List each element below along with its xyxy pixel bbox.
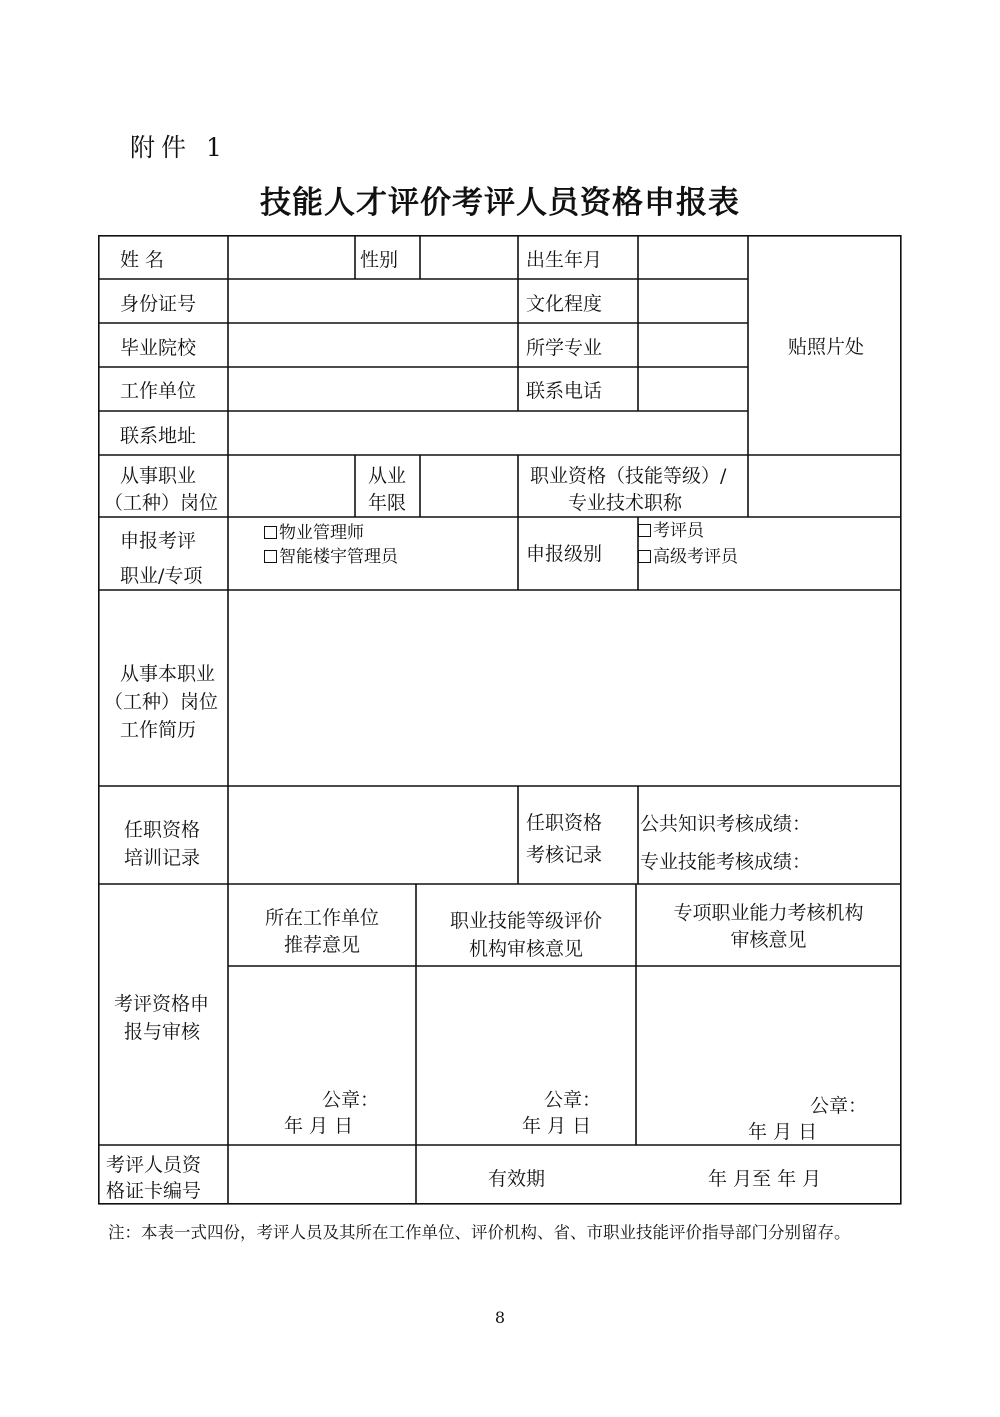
label-resume-line1: 从事本职业 bbox=[120, 663, 216, 685]
col1-header-line2: 推荐意见 bbox=[283, 934, 360, 956]
checkbox-icon bbox=[638, 550, 651, 563]
label-assess-line1: 任职资格 bbox=[526, 812, 603, 834]
option-property-manager[interactable] bbox=[264, 520, 364, 546]
option-label: 物业管理师 bbox=[279, 523, 364, 543]
label-score-skill: 专业技能考核成绩： bbox=[640, 851, 812, 873]
label-address: 联系地址 bbox=[120, 425, 197, 447]
col2-header-line2: 机构审核意见 bbox=[468, 938, 583, 960]
col3-date: 年 月 日 bbox=[748, 1121, 818, 1143]
form-grid bbox=[98, 235, 904, 1207]
label-review-line1: 考评资格申 bbox=[114, 993, 210, 1015]
label-birth: 出生年月 bbox=[526, 249, 603, 271]
label-declare-line2: 职业/专项 bbox=[120, 565, 203, 587]
label-major: 所学专业 bbox=[526, 337, 603, 359]
label-training-line1: 任职资格 bbox=[124, 819, 201, 841]
label-id-number: 身份证号 bbox=[120, 293, 197, 315]
attachment-label: 附件 1 bbox=[130, 133, 228, 162]
photo-placeholder: 贴照片处 bbox=[788, 336, 865, 358]
label-employer: 工作单位 bbox=[120, 380, 197, 402]
col3-header-line2: 审核意见 bbox=[730, 929, 807, 951]
col1-date: 年 月 日 bbox=[284, 1115, 354, 1137]
col3-header-line1: 专项职业能力考核机构 bbox=[673, 902, 864, 924]
label-score-public: 公共知识考核成绩： bbox=[640, 813, 812, 835]
label-resume-line3: 工作简历 bbox=[120, 719, 197, 741]
label-years-line2: 年限 bbox=[368, 492, 407, 514]
label-level: 申报级别 bbox=[526, 543, 603, 565]
label-name: 姓 名 bbox=[120, 249, 165, 271]
label-qualification-line1: 职业资格（技能等级）/ bbox=[530, 465, 727, 487]
option-senior-examiner[interactable] bbox=[638, 544, 738, 570]
validity-range: 年 月至 年 月 bbox=[708, 1168, 822, 1190]
option-examiner[interactable] bbox=[638, 518, 704, 544]
label-gender: 性别 bbox=[360, 249, 399, 271]
col2-date: 年 月 日 bbox=[522, 1115, 592, 1137]
label-qualification-line2: 专业技术职称 bbox=[568, 492, 683, 514]
col2-header-line1: 职业技能等级评价 bbox=[449, 910, 602, 932]
option-label: 考评员 bbox=[653, 521, 704, 541]
col1-header-line1: 所在工作单位 bbox=[264, 907, 379, 929]
label-cert-line1: 考评人员资 bbox=[106, 1154, 202, 1176]
label-education: 文化程度 bbox=[526, 293, 603, 315]
label-occupation-line1: 从事职业 bbox=[120, 465, 197, 487]
option-label: 高级考评员 bbox=[653, 547, 738, 567]
label-review-line2: 报与审核 bbox=[124, 1021, 201, 1043]
col1-seal: 公章： bbox=[322, 1089, 380, 1111]
label-years-line1: 从业 bbox=[368, 465, 407, 487]
option-label: 智能楼宇管理员 bbox=[279, 547, 398, 567]
label-declare-line1: 申报考评 bbox=[120, 530, 197, 552]
checkbox-icon bbox=[638, 524, 651, 537]
page-number: 8 bbox=[494, 1308, 506, 1327]
label-occupation-line2: （工种）岗位 bbox=[104, 492, 219, 514]
form-title: 技能人才评价考评人员资格申报表 bbox=[260, 185, 740, 221]
option-smart-building-manager[interactable] bbox=[264, 544, 398, 570]
footnote: 注：本表一式四份，考评人员及其所在工作单位、评价机构、省、市职业技能评价指导部门分别留存。 bbox=[108, 1223, 851, 1242]
checkbox-icon bbox=[264, 550, 277, 563]
label-school: 毕业院校 bbox=[120, 337, 197, 359]
label-phone: 联系电话 bbox=[526, 380, 603, 402]
label-validity: 有效期 bbox=[488, 1168, 546, 1190]
label-training-line2: 培训记录 bbox=[124, 847, 201, 869]
checkbox-icon bbox=[264, 526, 277, 539]
col3-seal: 公章： bbox=[810, 1095, 868, 1117]
label-assess-line2: 考核记录 bbox=[526, 844, 603, 866]
label-resume-line2: （工种）岗位 bbox=[104, 691, 219, 713]
label-cert-line2: 格证卡编号 bbox=[106, 1180, 202, 1202]
col2-seal: 公章： bbox=[544, 1089, 602, 1111]
